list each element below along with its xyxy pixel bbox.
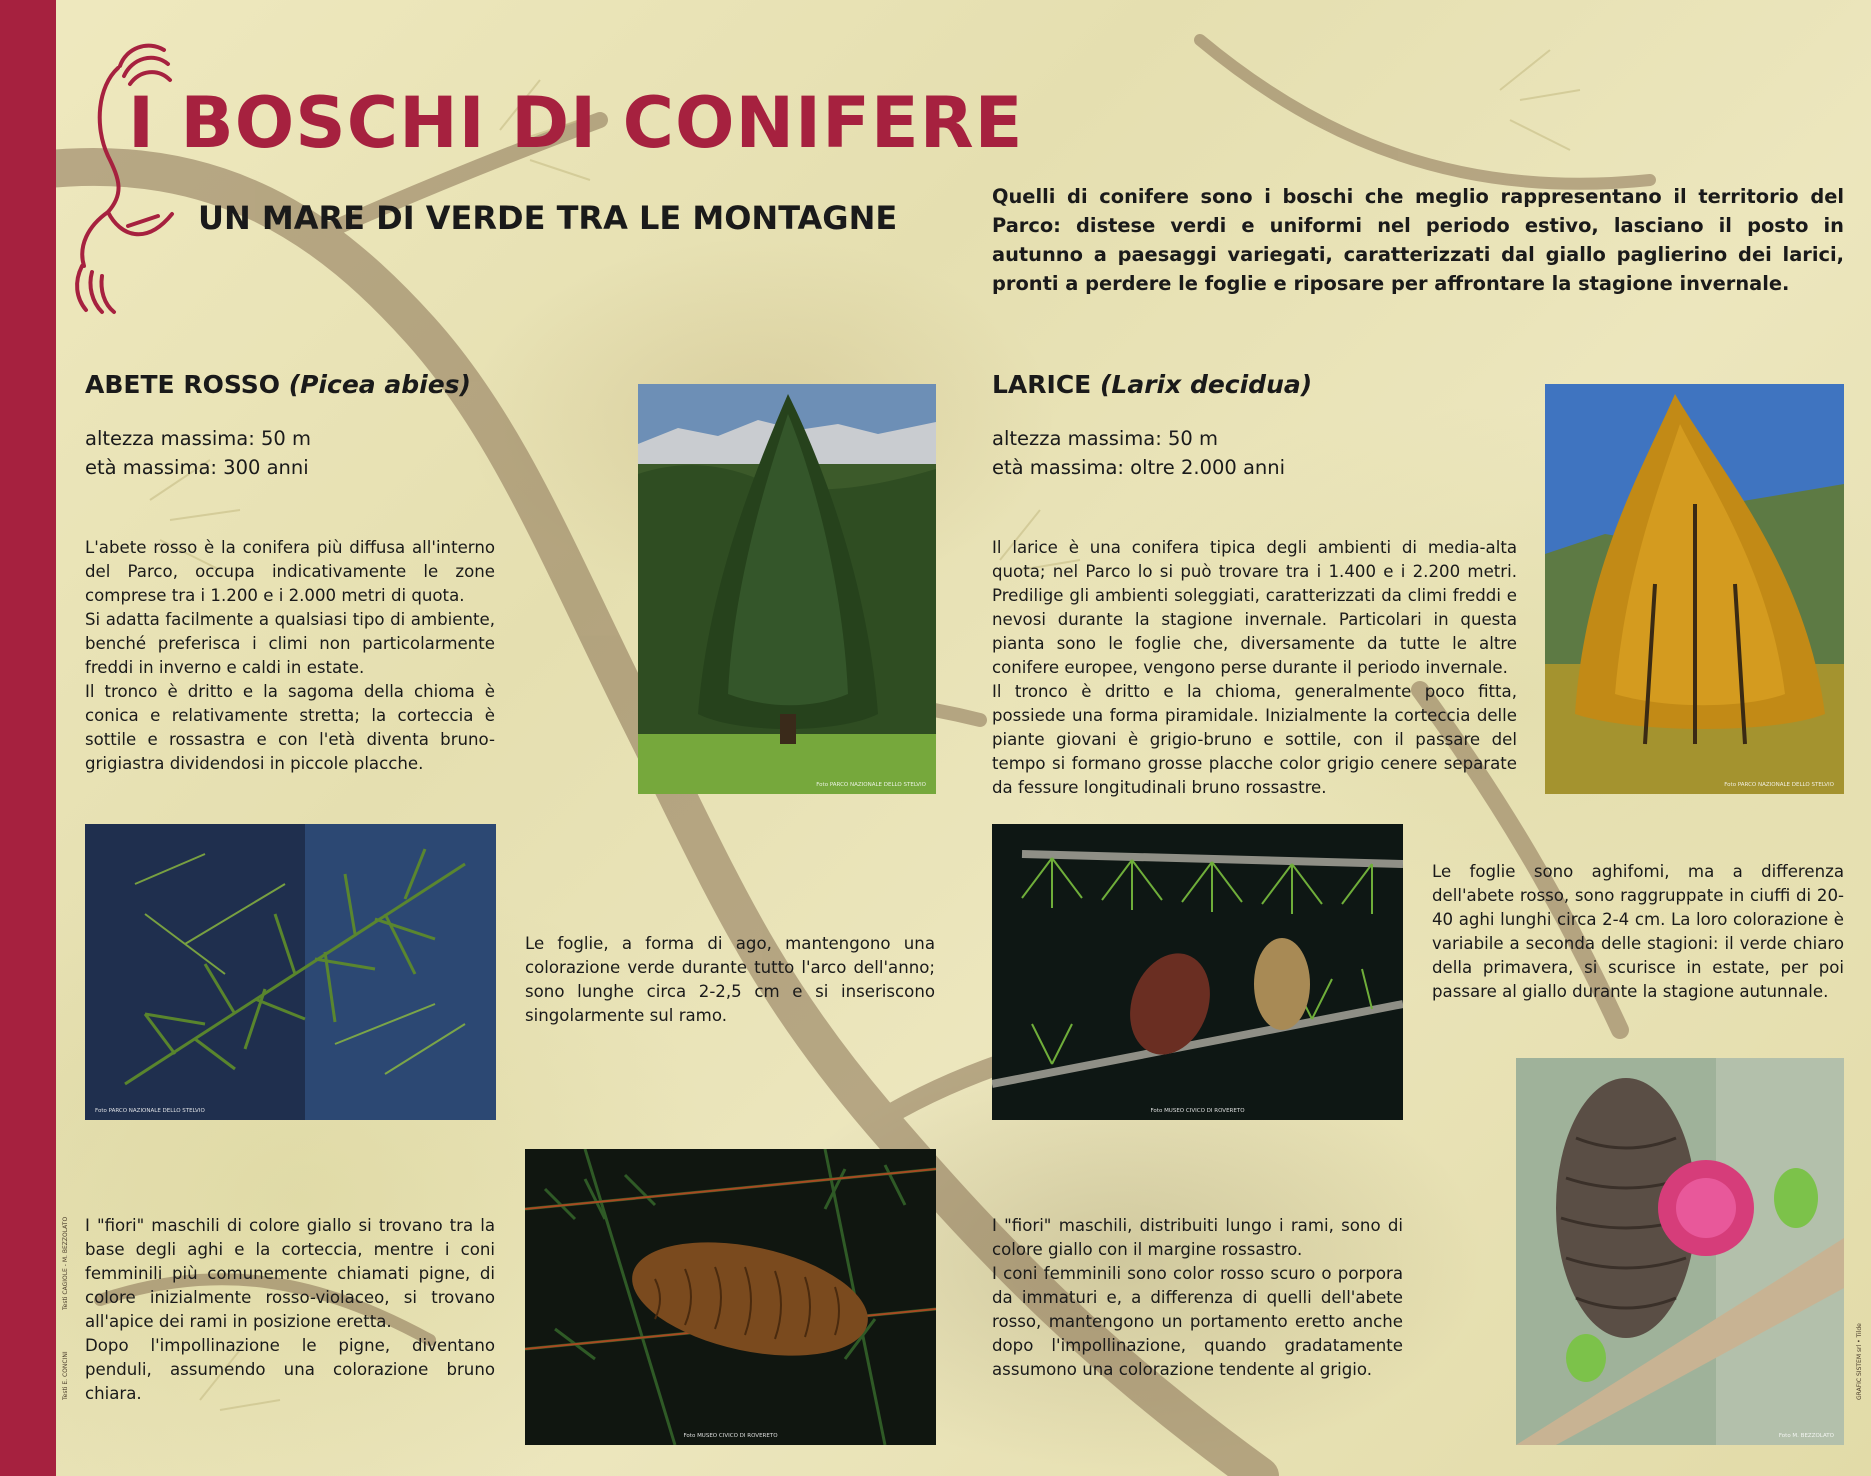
graphic-credit-right: GRAFIC SISTEM srl • Tilde — [1856, 1323, 1863, 1400]
larice-age: età massima: oltre 2.000 anni — [992, 456, 1286, 479]
page-subtitle: UN MARE DI VERDE TRA LE MONTAGNE — [198, 199, 898, 237]
larice-branch-photo — [992, 824, 1403, 1120]
abete-description: L'abete rosso è la conifera più diffusa all'interno del Parco, occupa indicativamente le zone comprese tra i 1.200 e i 2.000 metri di quota. Si adatta facilmente a qualsiasi tipo di ambiente, benché preferisca i climi non particolarmente freddi in inverno e caldi in estate. Il tronco è dritto e la sagoma della chioma è conica e relativamente stretta; la corteccia è sottile e rossastra e con l'età diventa bruno-grigiastra dividendosi in piccole placche. — [85, 538, 495, 773]
abete-name: ABETE ROSSO — [85, 370, 280, 399]
larice-tree-photo — [1545, 384, 1844, 794]
abete-facts — [85, 424, 485, 482]
larice-leaves-text: Le foglie sono aghifomi, ma a differenza dell'abete rosso, sono raggruppate in ciuffi di 20-40 aghi lunghi circa 2-4 cm. La loro colorazione è variabile a seconda delle stagioni: il verde chiaro della primavera, si scurisce in estate, per poi passare al giallo durante la stagione autunnale. — [1432, 862, 1844, 1001]
larice-height: altezza massima: 50 m — [992, 427, 1219, 450]
text-credit-left-b: Testi CAGIOLE - M. BEZZOLATO — [62, 1216, 69, 1310]
abete-leaves-text: Le foglie, a forma di ago, mantengono una colorazione verde durante tutto l'arco dell'anno; sono lunghe circa 2-2,5 cm e si inseriscono singolarmente sul ramo. — [525, 934, 935, 1025]
larice-heading — [992, 370, 1312, 399]
text-credit-left-a: Testi E. CONCINI — [62, 1351, 69, 1400]
abete-age: età massima: 300 anni — [85, 456, 309, 479]
abete-branch-photo-credit: Foto PARCO NAZIONALE DELLO STELVIO — [95, 1108, 205, 1114]
abete-latin-name: (Picea abies) — [288, 370, 471, 399]
intro-paragraph: Quelli di conifere sono i boschi che meglio rappresentano il territorio del Parco: distese verdi e uniformi nel periodo estivo, lasciano il posto in autunno a paesaggi variegati, caratterizzati dal giallo paglierino dei larici, pronti a perdere le foglie e riposare per affrontare la stagione invernale. — [992, 185, 1844, 295]
larice-flower-photo — [1516, 1058, 1844, 1445]
abete-cone-photo — [525, 1149, 936, 1445]
abete-cone-photo-credit: Foto MUSEO CIVICO DI ROVERETO — [683, 1433, 778, 1439]
abete-height: altezza massima: 50 m — [85, 427, 312, 450]
larice-name: LARICE — [992, 370, 1092, 399]
larice-flower-photo-credit: Foto M. BEZZOLATO — [1778, 1433, 1834, 1439]
larice-description: Il larice è una conifera tipica degli ambienti di media-alta quota; nel Parco lo si può trovare tra i 1.400 e i 2.200 metri. Predilige gli ambienti soleggiati, caratterizzati da climi freddi e nevosi durante la stagione invernale. Particolari in questa pianta sono le foglie che, diversamente da tutte le altre conifere europee, vengono perse durante il periodo invernale. Il tronco è dritto e la chioma, generalmente poco fitta, possiede una forma piramidale. Inizialmente la corteccia delle piante giovani è grigio-bruno e sottile, con il passare del tempo si formano grosse placche color grigio cenere separate da fessure longitudinali bruno rossastre. — [992, 538, 1517, 797]
abete-tree-photo — [638, 384, 936, 794]
abete-heading — [85, 370, 471, 399]
larice-tree-photo-credit: Foto PARCO NAZIONALE DELLO STELVIO — [1724, 782, 1834, 788]
side-accent-bar — [0, 0, 56, 1476]
page-title: I BOSCHI DI CONIFERE — [128, 82, 1024, 164]
abete-tree-photo-credit: Foto PARCO NAZIONALE DELLO STELVIO — [816, 782, 926, 788]
abete-branch-photo — [85, 824, 496, 1120]
larice-facts — [992, 424, 1412, 482]
larice-flowers-text: I "fiori" maschili, distribuiti lungo i rami, sono di colore giallo con il margine rossastro. I coni femminili sono color rosso scuro o porpora da immaturi e, a differenza di quelli dell'abete rosso, mantengono un portamento eretto anche dopo l'impollinazione, quando gradatamente assumono una colorazione tendente al grigio. — [992, 1216, 1403, 1379]
park-logo-icon — [68, 26, 178, 330]
larice-branch-photo-credit: Foto MUSEO CIVICO DI ROVERETO — [1150, 1108, 1245, 1114]
abete-flowers-text: I "fiori" maschili di colore giallo si trovano tra la base degli aghi e la corteccia, mentre i coni femminili più comunemente chiamati pigne, di colore inizialmente rosso-violaceo, si trovano all'apice dei rami in posizione eretta. Dopo l'impollinazione le pigne, diventano penduli, assumendo una colorazione bruno chiara. — [85, 1216, 495, 1403]
larice-latin-name: (Larix decidua) — [1099, 370, 1313, 399]
